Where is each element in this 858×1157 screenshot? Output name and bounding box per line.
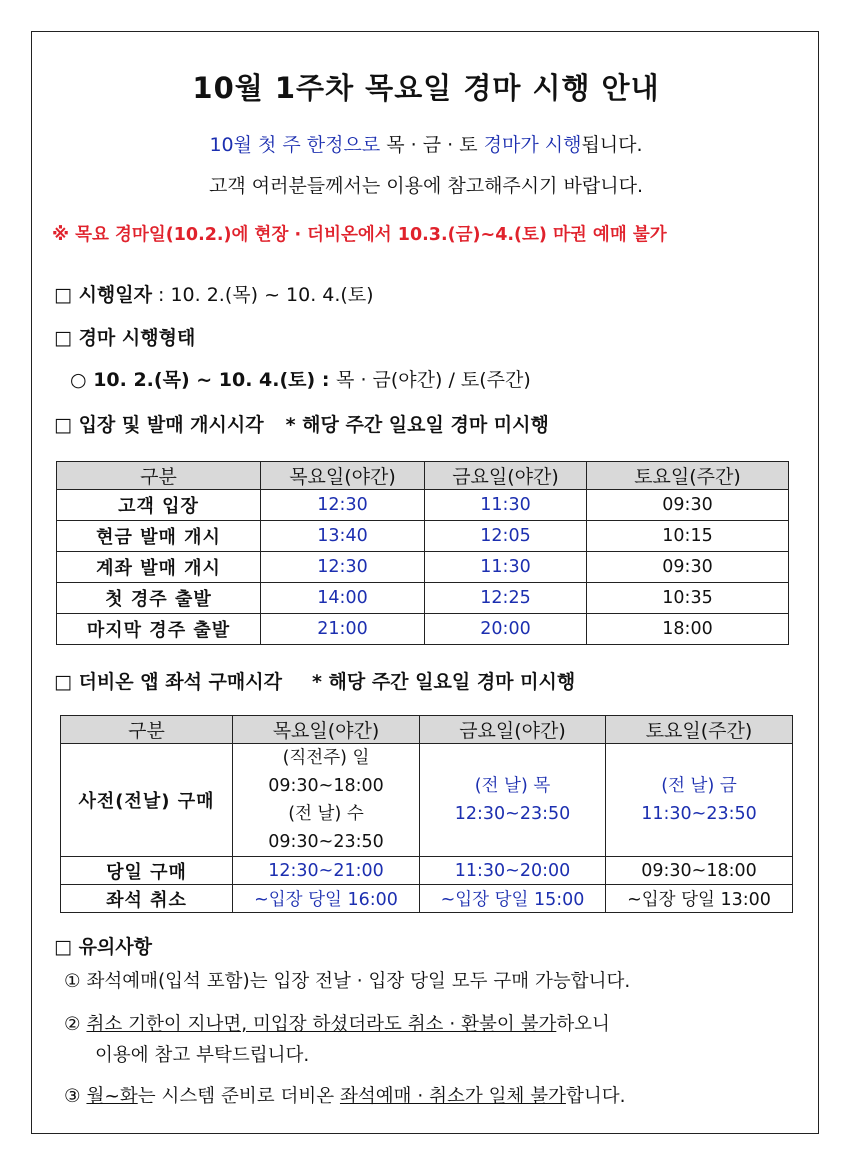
schedule-value: : 10. 2.(목) ~ 10. 4.(토) <box>151 284 374 306</box>
cell-sat: 10:35 <box>587 583 789 614</box>
header-sat: 토요일(주간) <box>606 716 793 744</box>
cell-thu: ~입장 당일 16:00 <box>233 885 420 913</box>
seats-table <box>60 715 793 913</box>
seats-note: * 해당 주간 일요일 경마 미시행 <box>311 671 576 693</box>
admission-table <box>56 461 789 645</box>
cell-fri: 20:00 <box>425 614 587 645</box>
cell-fri: 12:25 <box>425 583 587 614</box>
row-label: 사전(전날) 구매 <box>61 744 233 857</box>
intro-limited: 10월 첫 주 한정으로 <box>209 134 381 156</box>
cell-sat: 09:30 <box>587 552 789 583</box>
cell-thu: 12:30 <box>261 552 425 583</box>
cell-thu: 13:40 <box>261 521 425 552</box>
format-heading: □ 경마 시행형태 <box>54 327 196 349</box>
cell-sat: (전 날) 금 11:30~23:50 <box>606 744 793 857</box>
note-2-line-2: 이용에 참고 부탁드립니다. <box>95 1045 310 1066</box>
admission-note: * 해당 주간 일요일 경마 미시행 <box>285 414 549 436</box>
cell-fri: 11:30 <box>425 490 587 521</box>
table-header-row <box>61 716 793 744</box>
cell-fri: 11:30~20:00 <box>420 857 606 885</box>
cell-thu: 12:30 <box>261 490 425 521</box>
intro-line-1 <box>32 130 820 157</box>
page-title: 10월 1주차 목요일 경마 시행 안내 <box>192 71 660 105</box>
header-thu: 목요일(야간) <box>233 716 420 744</box>
cell-fri: ~입장 당일 15:00 <box>420 885 606 913</box>
header-thu: 목요일(야간) <box>261 462 425 490</box>
row-label: 좌석 취소 <box>61 885 233 913</box>
row-label: 당일 구매 <box>61 857 233 885</box>
cell-fri: (전 날) 목 12:30~23:50 <box>420 744 606 857</box>
row-label: 계좌 발매 개시 <box>57 552 261 583</box>
cell-thu: (직전주) 일 09:30~18:00 (전 날) 수 09:30~23:50 <box>233 744 420 857</box>
header-category: 구분 <box>61 716 233 744</box>
intro-racing: 경마가 시행 <box>483 134 582 156</box>
row-label: 현금 발매 개시 <box>57 521 261 552</box>
format-range: ○ 10. 2.(목) ~ 10. 4.(토) : <box>70 369 337 391</box>
table-row <box>57 614 789 645</box>
table-row <box>61 857 793 885</box>
table-row <box>61 744 793 857</box>
cell-sat: 09:30 <box>587 490 789 521</box>
cell-thu: 12:30~21:00 <box>233 857 420 885</box>
cell-thu: 21:00 <box>261 614 425 645</box>
format-item <box>70 365 531 392</box>
note-2-underlined: 취소 기한이 지나면, 미입장 하셨더라도 취소 · 환불이 불가 <box>86 1014 557 1035</box>
note-2: ② 취소 기한이 지나면, 미입장 하셨더라도 취소 · 환불이 불가하오니 <box>64 1014 610 1035</box>
table-header-row <box>57 462 789 490</box>
row-label: 첫 경주 출발 <box>57 583 261 614</box>
row-label: 고객 입장 <box>57 490 261 521</box>
header-fri: 금요일(야간) <box>420 716 606 744</box>
cell-sat: 10:15 <box>587 521 789 552</box>
warning-notice: ※ 목요 경마일(10.2.)에 현장 · 더비온에서 10.3.(금)~4.(토) 마권 예매 불가 <box>52 225 667 245</box>
cell-fri: 12:05 <box>425 521 587 552</box>
intro-end: 됩니다. <box>581 134 643 156</box>
cell-sat: 18:00 <box>587 614 789 645</box>
header-category: 구분 <box>57 462 261 490</box>
table-row <box>57 490 789 521</box>
note-3-days: 월~화 <box>86 1086 138 1107</box>
intro-days: 목 · 금 · 토 <box>380 134 484 156</box>
schedule-heading: □ 시행일자 <box>54 284 152 306</box>
notes-heading: □ 유의사항 <box>54 936 152 958</box>
schedule-section <box>54 280 374 307</box>
note-3: ③ 월~화는 시스템 준비로 더비온 좌석예매 · 취소가 일체 불가합니다. <box>64 1086 626 1107</box>
note-1: ① 좌석예매(입석 포함)는 입장 전날 · 입장 당일 모두 구매 가능합니다. <box>64 971 631 992</box>
notice-frame <box>31 31 819 1134</box>
intro-line-2: 고객 여러분들께서는 이용에 참고해주시기 바랍니다. <box>209 175 643 197</box>
table-row <box>57 583 789 614</box>
note-3-underlined: 좌석예매 · 취소가 일체 불가 <box>339 1086 566 1107</box>
cell-sat: 09:30~18:00 <box>606 857 793 885</box>
row-label: 마지막 경주 출발 <box>57 614 261 645</box>
header-fri: 금요일(야간) <box>425 462 587 490</box>
table-row <box>57 552 789 583</box>
header-sat: 토요일(주간) <box>587 462 789 490</box>
cell-thu: 14:00 <box>261 583 425 614</box>
format-value: 목 · 금(야간) / 토(주간) <box>336 369 531 391</box>
seats-heading: □ 더비온 앱 좌석 구매시각 * 해당 주간 일요일 경마 미시행 <box>54 671 576 693</box>
cell-fri: 11:30 <box>425 552 587 583</box>
table-row <box>61 885 793 913</box>
cell-sat: ~입장 당일 13:00 <box>606 885 793 913</box>
admission-heading: □ 입장 및 발매 개시시각 * 해당 주간 일요일 경마 미시행 <box>54 414 549 436</box>
table-row <box>57 521 789 552</box>
